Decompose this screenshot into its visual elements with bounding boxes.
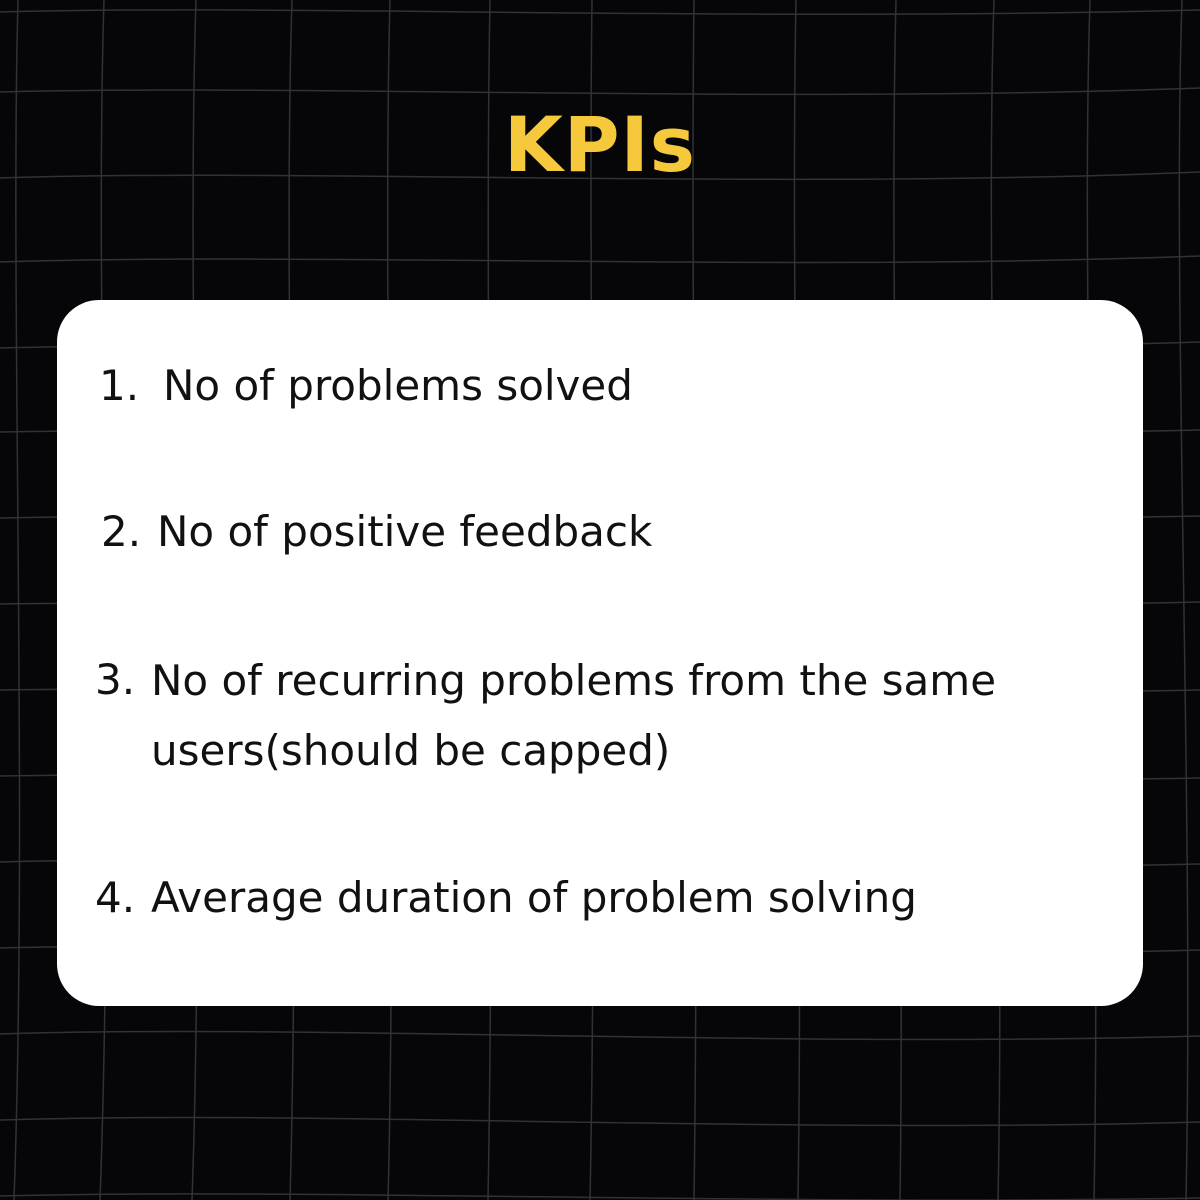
kpi-text: No of recurring problems from the same users(should be capped) [151, 656, 997, 775]
kpi-text: Average duration of problem solving [151, 873, 917, 922]
page-title: KPIs [503, 100, 697, 189]
kpi-number: 1. [99, 361, 140, 410]
kpi-text: No of problems solved [163, 361, 633, 410]
kpi-item [95, 864, 917, 932]
kpi-item [101, 498, 652, 566]
kpi-card [57, 300, 1143, 1006]
kpi-item [99, 352, 633, 420]
kpi-number: 4. [95, 873, 136, 922]
kpi-item [95, 646, 1051, 786]
kpi-number: 2. [101, 507, 142, 556]
kpi-text: No of positive feedback [157, 507, 653, 556]
kpi-number: 3. [95, 655, 136, 704]
